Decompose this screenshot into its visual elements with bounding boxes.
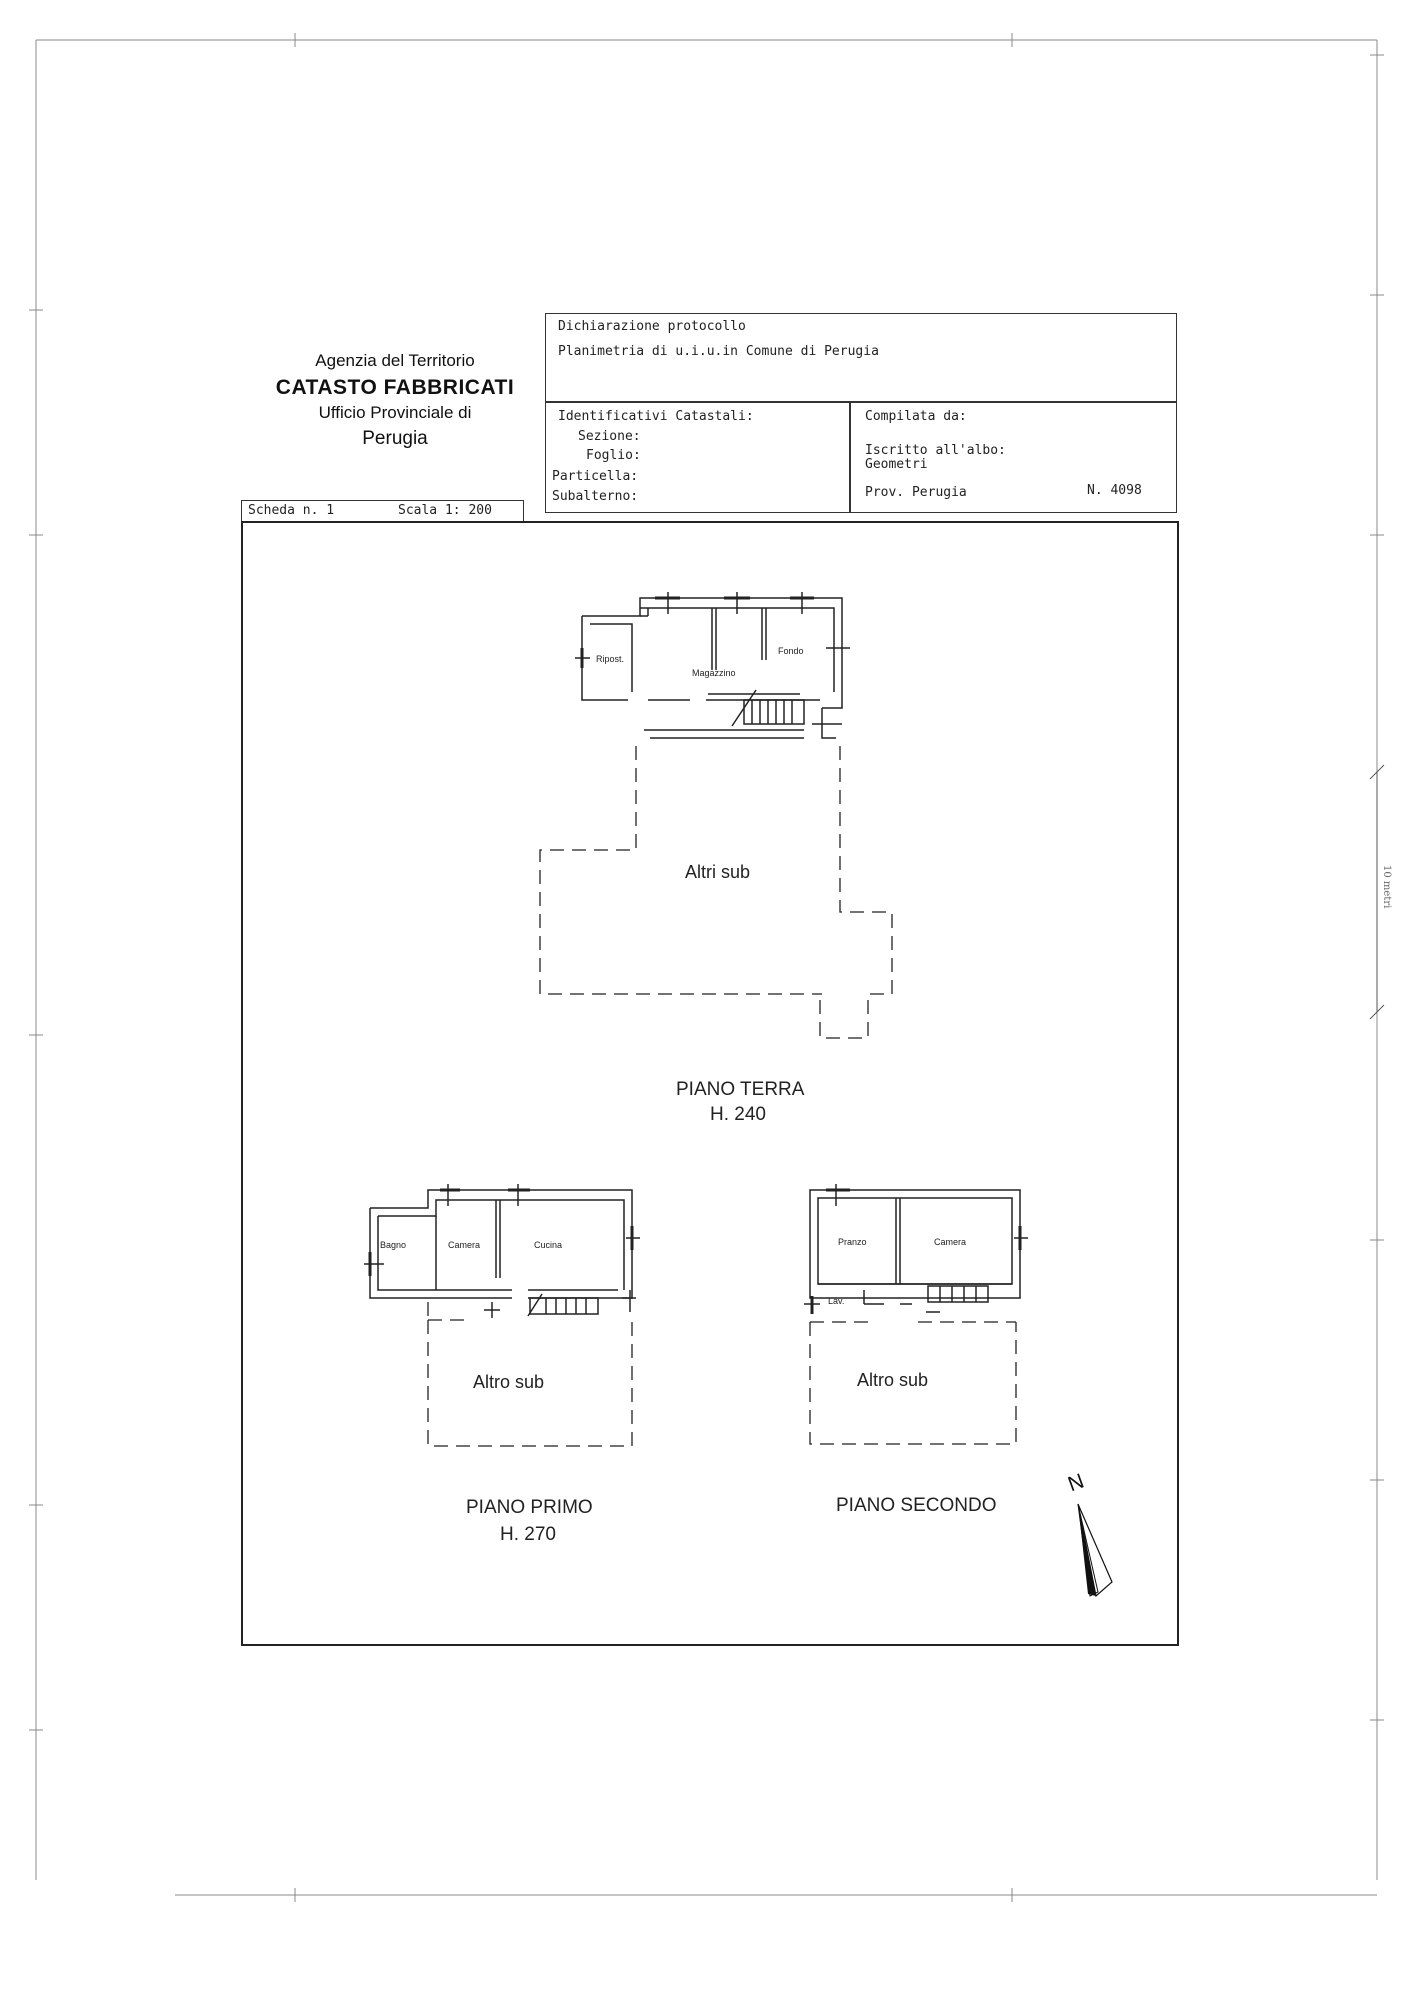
office-label: Ufficio Provinciale di (318, 403, 472, 422)
room-label: Ripost. (596, 654, 625, 664)
protocol-label: Dichiarazione protocollo (558, 319, 746, 334)
particella-label: Particella: (552, 469, 639, 484)
sheet-number: Scheda n. 1 (248, 503, 335, 518)
floor-title: PIANO PRIMO (466, 1497, 593, 1518)
foglio-label: Foglio: (586, 448, 641, 463)
other-units-label: Altri sub (685, 862, 751, 882)
province-label: Prov. Perugia (865, 485, 967, 500)
sheet-info-box (241, 500, 524, 522)
declaration-box (545, 313, 1177, 402)
registry-name: CATASTO FABBRICATI (275, 376, 515, 399)
north-label: N (1064, 1469, 1088, 1497)
floor-height: H. 270 (500, 1524, 556, 1545)
room-label: Bagno (380, 1240, 407, 1250)
other-unit-label: Altro sub (473, 1372, 545, 1392)
planimetry-label: Planimetria di u.i.u.in Comune di Perugia (558, 344, 879, 359)
office-city: Perugia (362, 428, 428, 449)
room-label: Lav. (828, 1296, 845, 1306)
compiler-box (850, 402, 1177, 513)
identifiers-box (545, 402, 850, 513)
floor-title: PIANO SECONDO (836, 1495, 997, 1516)
room-label: Fondo (778, 646, 804, 656)
identifiers-title: Identificativi Catastali: (558, 409, 754, 424)
floor-title: PIANO TERRA (676, 1079, 805, 1100)
room-label: Cucina (534, 1240, 563, 1250)
scale-bar-label: 10 metri (1381, 865, 1392, 909)
room-label: Camera (934, 1237, 967, 1247)
other-unit-label: Altro sub (857, 1370, 929, 1390)
albo-label: Iscritto all'albo: (865, 443, 1006, 458)
registration-number: N. 4098 (1087, 483, 1142, 498)
compiler-title: Compilata da: (865, 409, 967, 424)
albo-value: Geometri (865, 457, 928, 472)
agency-name: Agenzia del Territorio (315, 351, 475, 370)
room-label: Pranzo (838, 1237, 867, 1247)
subalterno-label: Subalterno: (552, 489, 639, 504)
room-label: Camera (448, 1240, 481, 1250)
sezione-label: Sezione: (578, 429, 641, 444)
scale-label: Scala 1: 200 (398, 503, 492, 518)
floor-height: H. 240 (710, 1104, 766, 1125)
room-label: Magazzino (692, 668, 736, 678)
drawing-frame (241, 521, 1179, 1646)
